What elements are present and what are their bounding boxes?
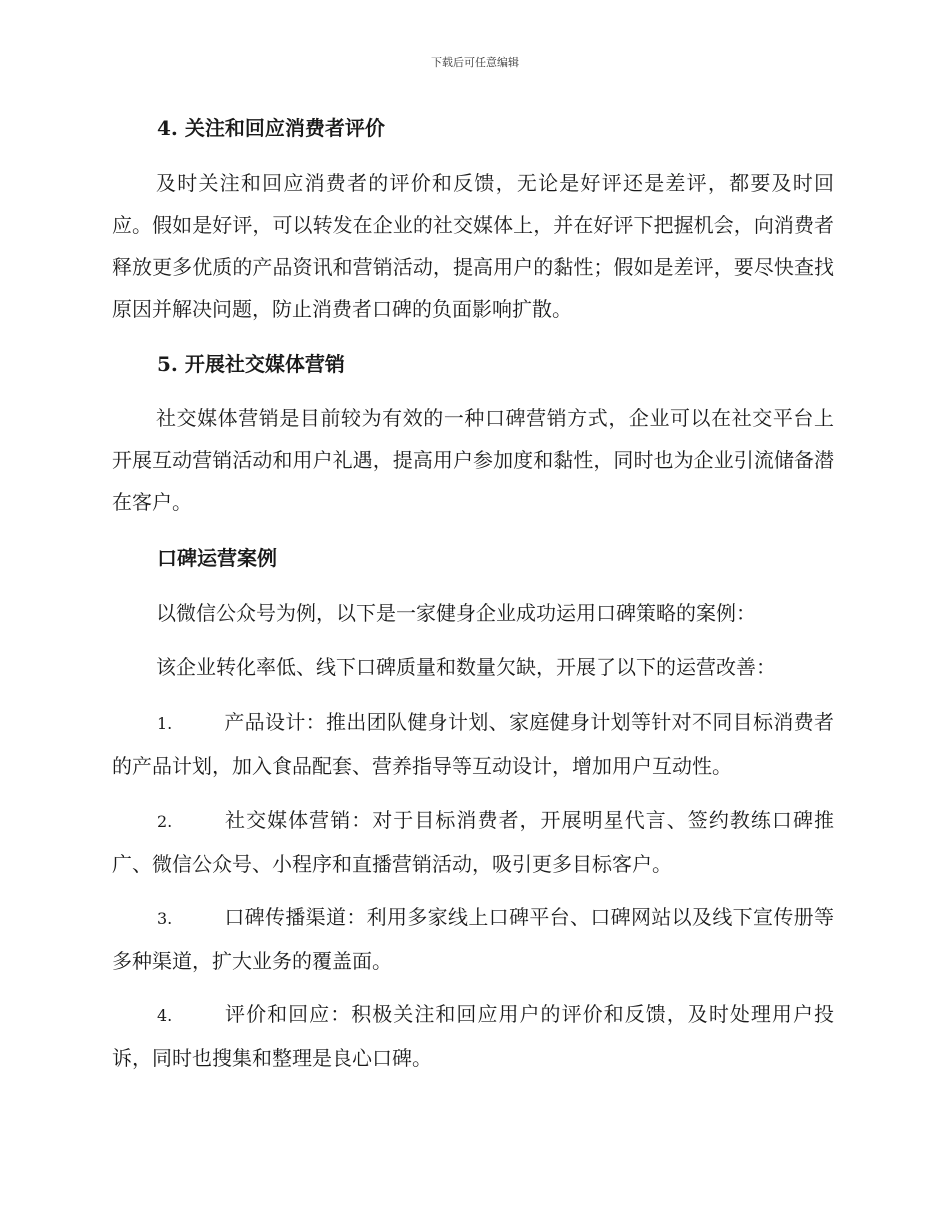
section-5-heading: 5. 开展社交媒体营销 [157, 352, 345, 376]
case-intro: 以微信公众号为例，以下是一家健身企业成功运用口碑策略的案例： [156, 601, 756, 625]
list-item-number: 2. [157, 812, 173, 831]
list-item-text: 社交媒体营销：对于目标消费者，开展明星代言、签约教练口碑推广、微信公众号、小程序和直播营销活动，吸引更多目标客户。 [112, 808, 834, 876]
case-situation: 该企业转化率低、线下口碑质量和数量欠缺，开展了以下的运营改善： [156, 655, 776, 679]
list-item-text: 口碑传播渠道：利用多家线上口碑平台、口碑网站以及线下宣传册等多种渠道，扩大业务的覆盖面。 [112, 905, 834, 973]
list-item-text: 评价和回应：积极关注和回应用户的评价和反馈，及时处理用户投诉，同时也搜集和整理是良心口碑。 [112, 1002, 834, 1070]
section-4-heading: 4. 关注和回应消费者评价 [157, 116, 385, 140]
section-5-paragraph: 社交媒体营销是目前较为有效的一种口碑营销方式，企业可以在社交平台上开展互动营销活动和用户礼遇，提高用户参加度和黏性，同时也为企业引流储备潜在客户。 [112, 406, 834, 514]
list-item [112, 993, 834, 1079]
list-item [112, 701, 834, 787]
list-item [112, 799, 834, 885]
list-item-number: 1. [157, 714, 173, 733]
list-item [112, 896, 834, 982]
list-item-number: 3. [157, 909, 173, 928]
list-item-number: 4. [157, 1006, 173, 1025]
section-4-paragraph: 及时关注和回应消费者的评价和反馈，无论是好评还是差评，都要及时回应。假如是好评，可以转发在企业的社交媒体上，并在好评下把握机会，向消费者释放更多优质的产品资讯和营销活动，提高用户的黏性；假如是差评，要尽快查找原因并解决问题，防止消费者口碑的负面影响扩散。 [112, 171, 834, 321]
case-heading: 口碑运营案例 [157, 546, 277, 570]
page-header: 下载后可任意编辑 [431, 56, 519, 69]
list-item-text: 产品设计：推出团队健身计划、家庭健身计划等针对不同目标消费者的产品计划，加入食品配套、营养指导等互动设计，增加用户互动性。 [112, 710, 834, 778]
